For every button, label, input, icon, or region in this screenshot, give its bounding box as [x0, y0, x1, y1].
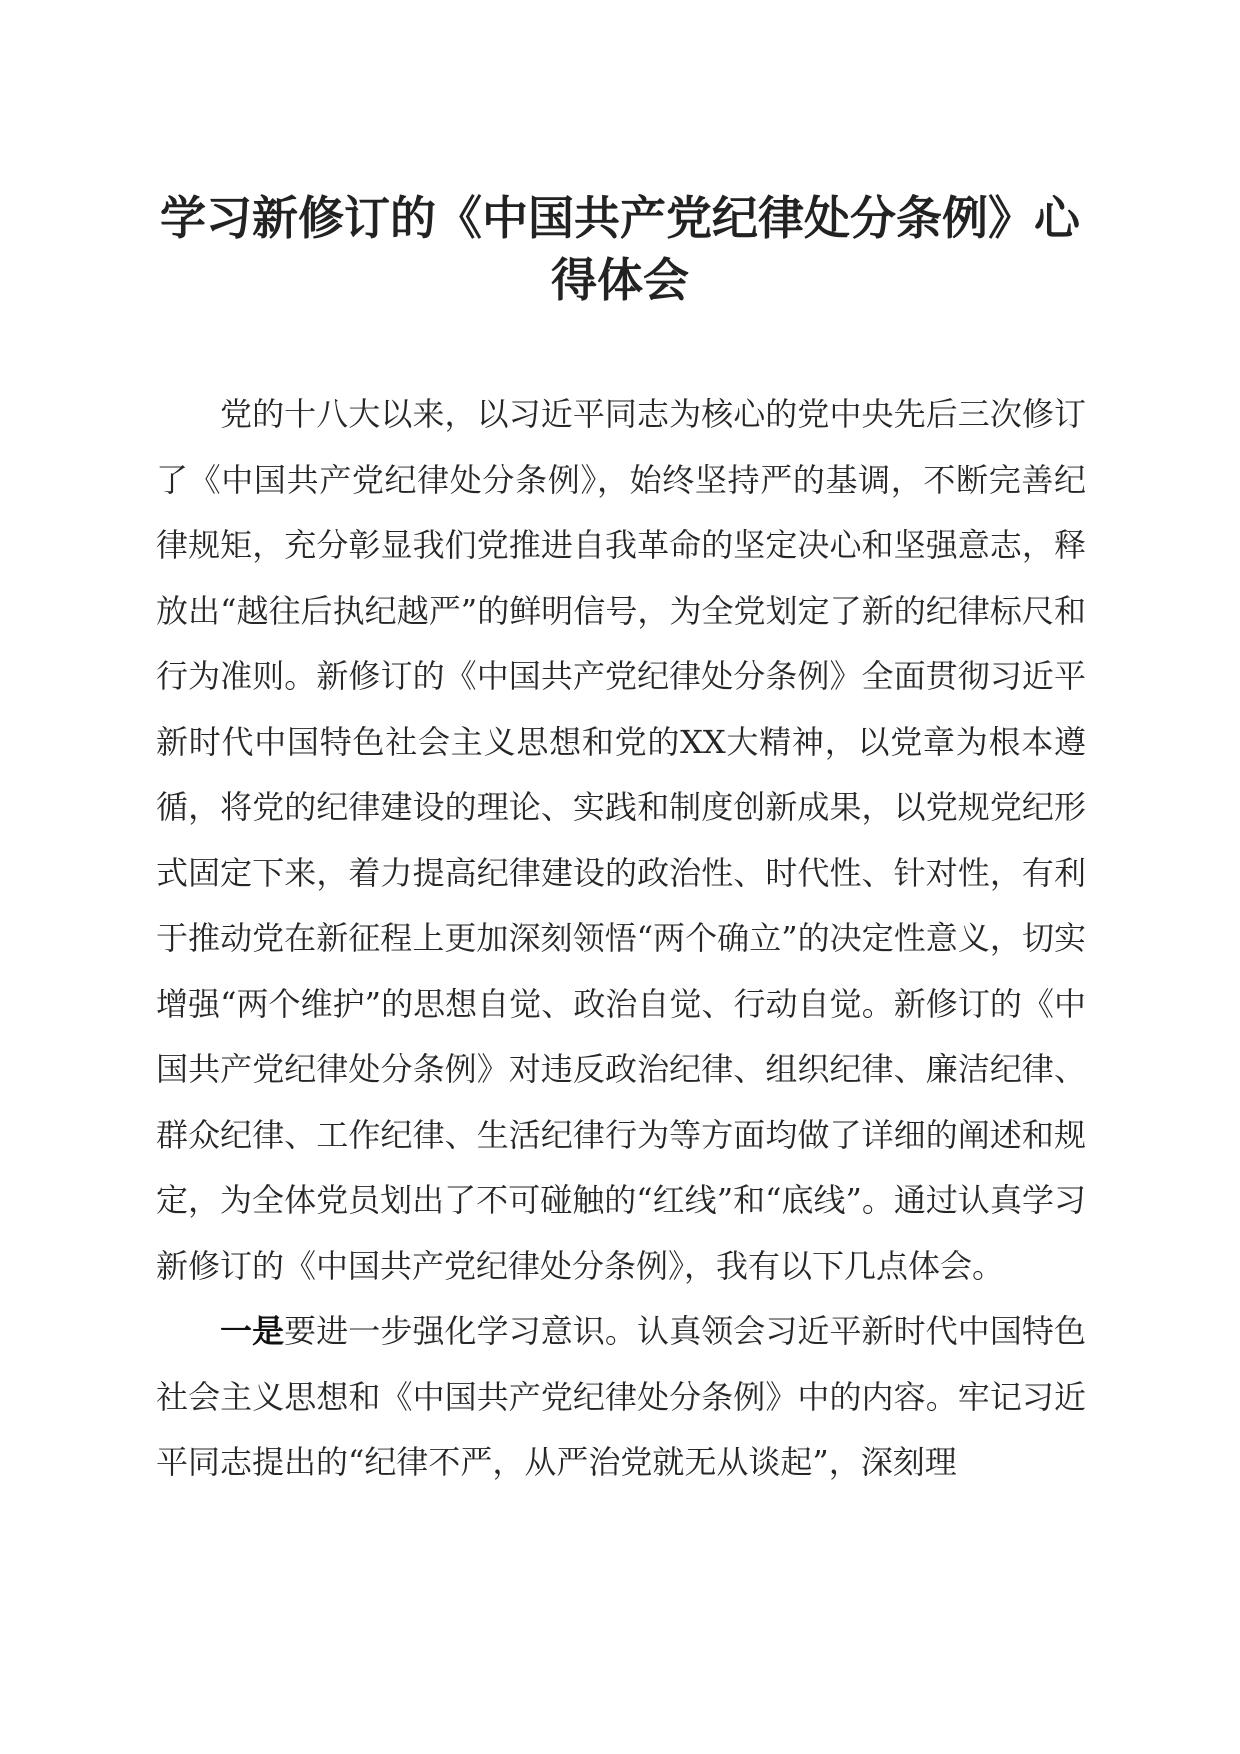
document-title: 学习新修订的《中国共产党纪律处分条例》心得体会 [160, 191, 1080, 307]
paragraph-intro [156, 382, 1086, 1299]
paragraph-point-one [156, 1299, 1086, 1496]
paragraph-point-one-text: 要进一步强化学习意识。认真领会习近平新时代中国特色社会主义思想和《中国共产党纪律处分条例》中的内容。牢记习近平同志提出的“纪律不严，从严治党就无从谈起”，深刻理 [156, 1312, 1086, 1481]
paragraph-point-one-lead: 一是 [220, 1312, 285, 1350]
document-body [156, 382, 1086, 1496]
paragraph-intro-text: 党的十八大以来，以习近平同志为核心的党中央先后三次修订了《中国共产党纪律处分条例》，始终坚持严的基调，不断完善纪律规矩，充分彰显我们党推进自我革命的坚定决心和坚强意志，释放出“越往后执纪越严”的鲜明信号，为全党划定了新的纪律标尺和行为准则。新修订的《中国共产党纪律处分条例》全面贯彻习近平新时代中国特色社会主义思想和党的XX大精神，以党章为根本遵循，将党的纪律建设的理论、实践和制度创新成果，以党规党纪形式固定下来，着力提高纪律建设的政治性、时代性、针对性，有利于推动党在新征程上更加深刻领悟“两个确立”的决定性意义，切实增强“两个维护”的思想自觉、政治自觉、行动自觉。新修订的《中国共产党纪律处分条例》对违反政治纪律、组织纪律、廉洁纪律、群众纪律、工作纪律、生活纪律行为等方面均做了详细的阐述和规定，为全体党员划出了不可碰触的“红线”和“底线”。通过认真学习新修订的《中国共产党纪律处分条例》，我有以下几点体会。 [156, 395, 1086, 1285]
